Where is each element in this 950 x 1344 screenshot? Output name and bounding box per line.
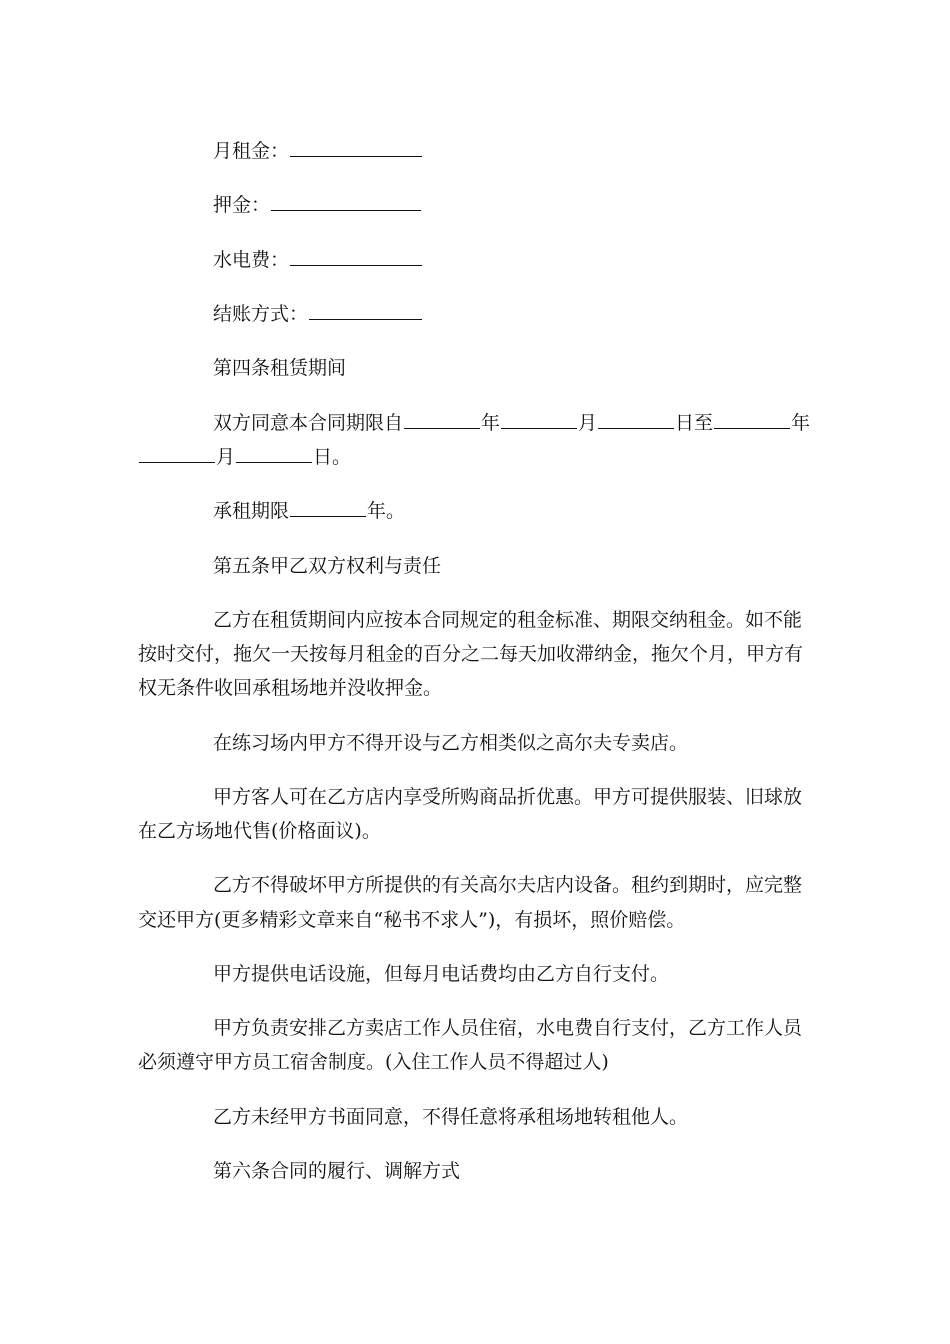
- p4-line2: 交还甲方(更多精彩文章来自“秘书不求人”)，有损坏，照价赔偿。: [138, 909, 686, 931]
- lease-term-line: [213, 494, 405, 528]
- p1-line3: 权无条件收回承租场地并没收押金。: [138, 677, 443, 699]
- article4-title: 第四条租赁期间: [213, 357, 347, 379]
- settlement-label: 结账方式：: [213, 303, 309, 325]
- settlement-field: [213, 297, 423, 331]
- article5-title: 第五条甲乙双方权利与责任: [213, 555, 442, 577]
- start-year-blank: [404, 406, 480, 429]
- end-month-unit: 月: [216, 446, 236, 468]
- p2-line1: 在练习场内甲方不得开设与乙方相类似之高尔夫专卖店。: [213, 732, 689, 754]
- rent-field: [213, 134, 423, 168]
- rent-blank: [290, 134, 422, 157]
- p6-line2: 必须遵守甲方员工宿舍制度。(入住工作人员不得超过人): [138, 1051, 609, 1073]
- p3-line1: 甲方客人可在乙方店内享受所购商品折优惠。甲方可提供服装、旧球放: [213, 786, 803, 808]
- lease-term-blank: [290, 494, 366, 517]
- term-start-text: 双方同意本合同期限自: [213, 412, 404, 434]
- start-year-unit: 年: [481, 412, 501, 434]
- utilities-blank: [290, 243, 422, 266]
- start-day-unit: 日至: [675, 412, 714, 434]
- p3-line2: 在乙方场地代售(价格面议)。: [138, 820, 381, 842]
- p4-line1: 乙方不得破坏甲方所提供的有关高尔夫店内设备。租约到期时，应完整: [213, 874, 803, 896]
- p1-line2: 按时交付，拖欠一天按每月租金的百分之二每天加收滞纳金，拖欠个月，甲方有: [138, 643, 804, 665]
- p6-line1: 甲方负责安排乙方卖店工作人员住宿，水电费自行支付，乙方工作人员: [213, 1017, 803, 1039]
- utilities-label: 水电费：: [213, 249, 290, 271]
- start-day-blank: [598, 406, 674, 429]
- end-month-blank: [139, 440, 215, 463]
- deposit-label: 押金：: [213, 194, 271, 216]
- start-month-unit: 月: [578, 412, 598, 434]
- lease-term-unit: 年。: [367, 500, 406, 522]
- deposit-blank: [271, 188, 421, 211]
- p5-line1: 甲方提供电话设施，但每月电话费均由乙方自行支付。: [213, 963, 670, 985]
- end-day-unit: 日。: [313, 446, 352, 468]
- article6-title: 第六条合同的履行、调解方式: [213, 1160, 461, 1182]
- utilities-field: [213, 243, 423, 277]
- rent-label: 月租金：: [213, 140, 290, 162]
- end-year-unit: 年: [791, 412, 811, 434]
- lease-term-label: 承租期限: [213, 500, 290, 522]
- term-line-1: [213, 406, 810, 440]
- p1-line1: 乙方在租赁期间内应按本合同规定的租金标准、期限交纳租金。如不能: [213, 609, 803, 631]
- end-day-blank: [236, 440, 312, 463]
- end-year-blank: [714, 406, 790, 429]
- settlement-blank: [309, 297, 422, 320]
- p7-line1: 乙方未经甲方书面同意，不得任意将承租场地转租他人。: [213, 1106, 689, 1128]
- start-month-blank: [501, 406, 577, 429]
- deposit-field: [213, 188, 422, 222]
- term-line-2: [138, 440, 351, 474]
